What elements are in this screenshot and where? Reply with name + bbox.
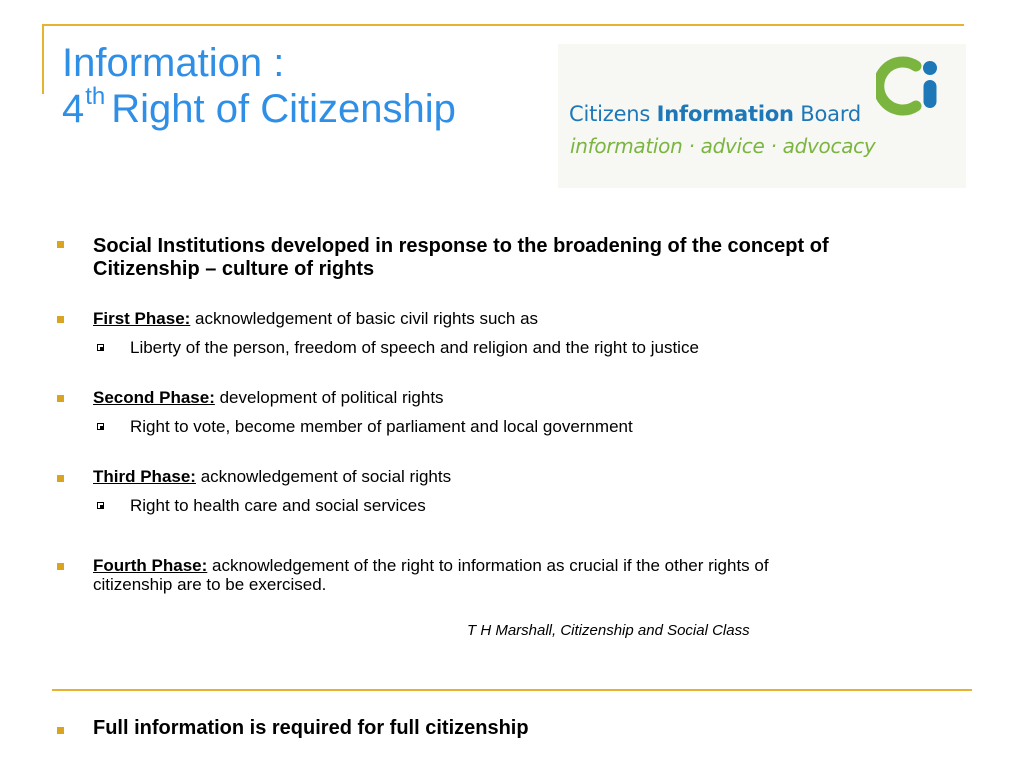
bullet-marker [57, 563, 64, 570]
logo-word-information: Information [656, 102, 794, 126]
first-phase-sub-bullet: Liberty of the person, freedom of speech and religion and the right to justice [130, 338, 699, 357]
slide-title [62, 40, 456, 132]
fourth-phase-bullet [93, 556, 769, 576]
logo-word-board: Board [800, 102, 862, 126]
logo-tagline: information · advice · advocacy [570, 134, 876, 158]
frame-left-line [42, 24, 44, 94]
fourth-phase-line-2: citizenship are to be exercised. [93, 575, 327, 594]
bullet-marker [57, 727, 64, 734]
bullet-marker [57, 241, 64, 248]
closing-bullet: Full information is required for full citizenship [93, 717, 529, 739]
third-phase-sub-bullet: Right to health care and social services [130, 496, 426, 515]
fourth-phase-text: acknowledgement of the right to information as crucial if the other rights of [207, 556, 769, 575]
third-phase-text: acknowledgement of social rights [195, 467, 452, 486]
title-line-2-text: Right of Citizenship [111, 87, 456, 131]
intro-bullet-line-1: Social Institutions developed in response to the broadening of the concept of [93, 235, 829, 257]
intro-bullet-line-2: Citizenship – culture of rights [93, 258, 375, 280]
second-phase-text: development of political rights [214, 388, 444, 407]
sub-bullet-marker [97, 502, 104, 509]
first-phase-text: acknowledgement of basic civil rights such as [190, 309, 539, 328]
sub-bullet-marker [97, 344, 104, 351]
bullet-marker [57, 316, 64, 323]
ci-logo-icon [876, 54, 944, 118]
title-line-2 [62, 82, 456, 132]
sub-bullet-marker [97, 423, 104, 430]
logo-wordmark [569, 102, 861, 126]
third-phase-bullet [93, 467, 451, 487]
second-phase-sub-bullet: Right to vote, become member of parliament and local government [130, 417, 633, 436]
divider-line [52, 689, 972, 691]
title-line-1: Information : [62, 41, 285, 85]
second-phase-bullet [93, 388, 444, 408]
third-phase-label: Third Phase: [93, 467, 196, 486]
frame-top-line [42, 24, 964, 26]
bullet-marker [57, 475, 64, 482]
citation: T H Marshall, Citizenship and Social Class [467, 622, 750, 639]
bullet-marker [57, 395, 64, 402]
second-phase-label: Second Phase: [93, 388, 215, 407]
title-ordinal-number: 4 [62, 87, 85, 131]
logo-word-citizens: Citizens [569, 102, 651, 126]
title-ordinal-suffix: th [85, 82, 106, 110]
citizens-information-board-logo [558, 44, 966, 188]
first-phase-label: First Phase: [93, 309, 191, 328]
first-phase-bullet [93, 309, 538, 329]
fourth-phase-label: Fourth Phase: [93, 556, 208, 575]
